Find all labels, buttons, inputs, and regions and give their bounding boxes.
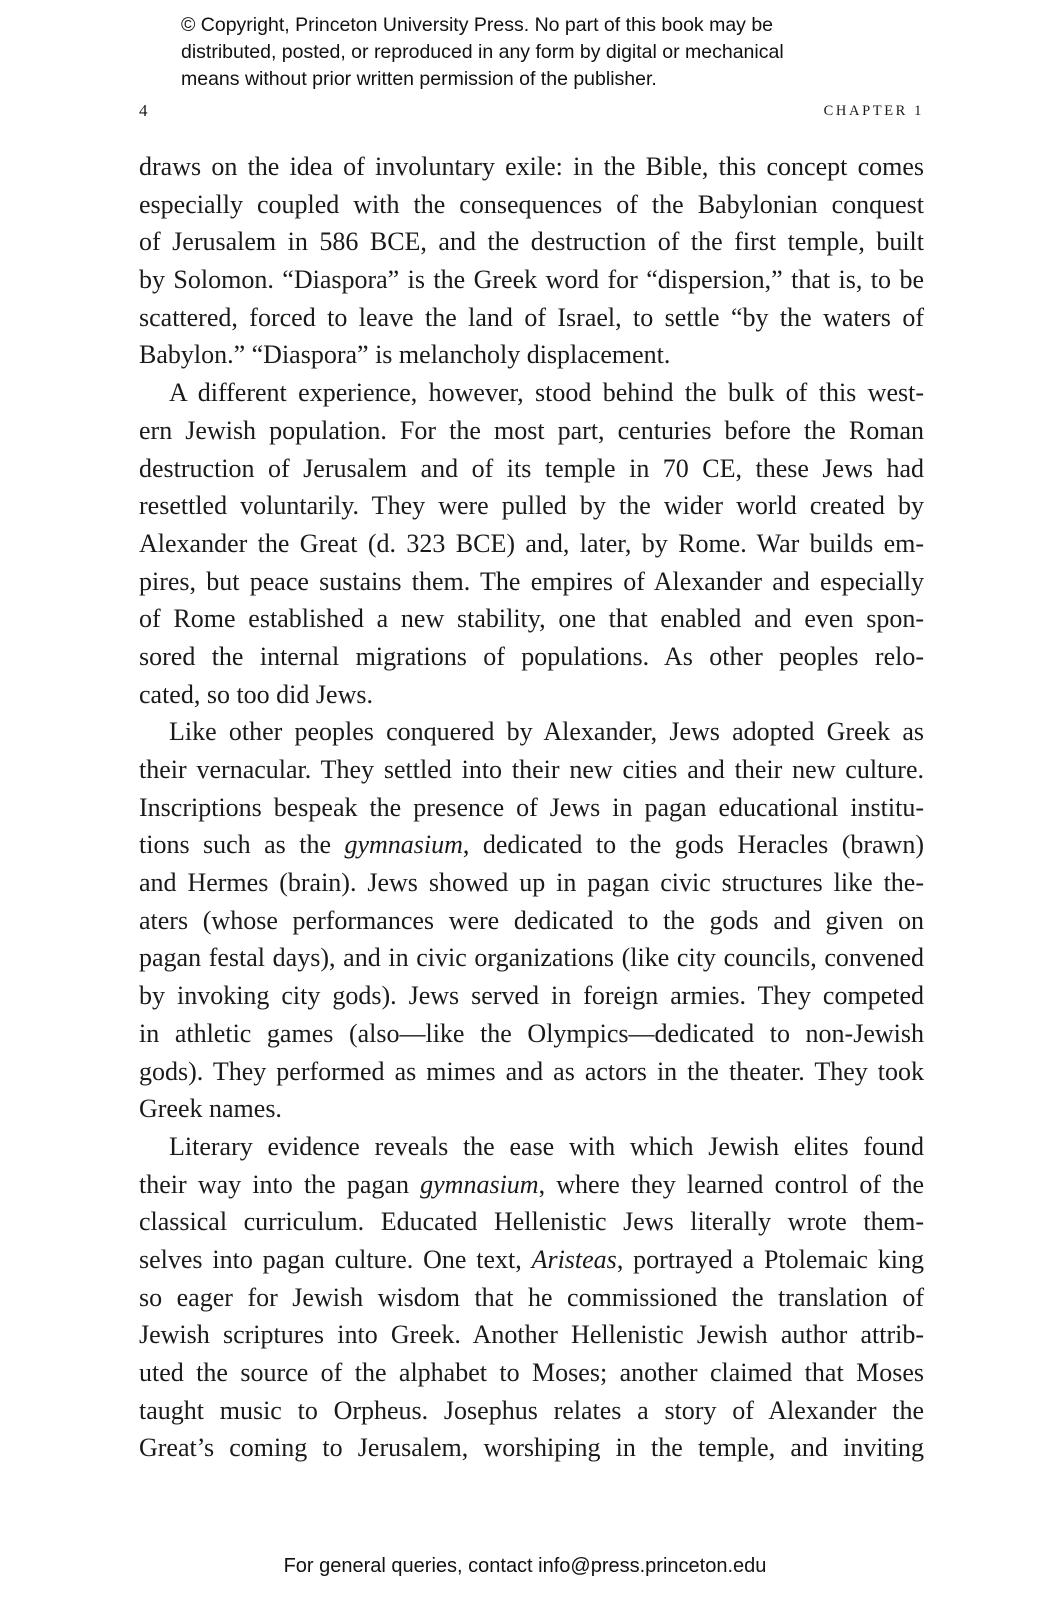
italic-term: gymnasium <box>344 830 463 860</box>
text-line: especially coupled with the consequences of the Babylonian conquest <box>139 189 924 219</box>
text-line: Great’s coming to Jerusalem, worshiping in the temple, and inviting <box>139 1433 924 1463</box>
text-line: classical curriculum. Educated Hellenistic Jews literally wrote them- <box>139 1207 924 1237</box>
text-line: Greek names. <box>139 1094 282 1124</box>
chapter-label: CHAPTER 1 <box>823 103 924 119</box>
italic-term: Aristeas <box>531 1244 617 1274</box>
text-line: draws on the idea of involuntary exile: in the Bible, this concept comes <box>139 152 924 181</box>
text-line: their vernacular. They settled into their new cities and their new culture. <box>139 755 924 784</box>
text-line: in athletic games (also—like the Olympics—dedicated to non-Jewish <box>139 1018 924 1048</box>
text-line: of Jerusalem in 586 BCE, and the destruction of the first temple, built <box>139 227 924 257</box>
text-line: Alexander the Great (d. 323 BCE) and, later, by Rome. War builds em- <box>139 528 924 558</box>
text-line: Babylon.” “Diaspora” is melancholy displacement. <box>139 340 671 370</box>
copyright-line: means without prior written permission of the publisher. <box>181 68 657 90</box>
text-line: Jewish scriptures into Greek. Another Hellenistic Jewish author attrib- <box>139 1320 924 1350</box>
text-line: aters (whose performances were dedicated to the gods and given on <box>139 905 924 935</box>
copyright-line: © Copyright, Princeton University Press. No part of this book may be <box>181 14 774 36</box>
text-line: by Solomon. “Diaspora” is the Greek word for “dispersion,” that is, to be <box>139 265 924 295</box>
copyright-line: distributed, posted, or reproduced in any form by digital or mechanical <box>181 41 784 63</box>
text-line: by invoking city gods). Jews served in foreign armies. They competed <box>139 981 924 1011</box>
text-line: and Hermes (brain). Jews showed up in pagan civic structures like the- <box>139 868 924 898</box>
text-line: Like other peoples conquered by Alexander, Jews adopted Greek as <box>169 717 924 747</box>
text-line: pagan festal days), and in civic organizations (like city councils, convened <box>139 943 924 973</box>
text-line: of Rome established a new stability, one that enabled and even spon- <box>139 604 924 634</box>
footer-contact: For general queries, contact info@press.princeton.edu <box>283 1555 767 1577</box>
page-number: 4 <box>139 101 148 120</box>
paragraph <box>139 1128 924 1467</box>
copyright-notice <box>181 12 901 93</box>
text-line: ern Jewish population. For the most part, centuries before the Roman <box>139 415 924 445</box>
text-line: their way into the pagan gymnasium, where they learned control of the <box>139 1169 924 1199</box>
text-line: sored the internal migrations of populations. As other peoples relo- <box>139 641 924 671</box>
text-line: taught music to Orpheus. Josephus relates a story of Alexander the <box>139 1395 924 1425</box>
text-line: resettled voluntarily. They were pulled by the wider world created by <box>139 491 924 521</box>
text-line: destruction of Jerusalem and of its temple in 70 CE, these Jews had <box>139 453 924 483</box>
text-line: pires, but peace sustains them. The empires of Alexander and especially <box>139 566 924 596</box>
body-text <box>139 148 924 1467</box>
text-line: cated, so too did Jews. <box>139 679 373 709</box>
text-line: tions such as the gymnasium, dedicated to the gods Heracles (brawn) <box>139 830 924 860</box>
text-line: Literary evidence reveals the ease with which Jewish elites found <box>169 1131 924 1161</box>
running-head <box>139 101 924 127</box>
text-line: A different experience, however, stood behind the bulk of this west- <box>169 378 924 408</box>
text-line: uted the source of the alphabet to Moses; another claimed that Moses <box>139 1358 924 1387</box>
text-line: scattered, forced to leave the land of Israel, to settle “by the waters of <box>139 302 924 332</box>
paragraph <box>139 148 924 374</box>
italic-term: gymnasium <box>420 1169 539 1199</box>
text-line: Inscriptions bespeak the presence of Jews in pagan educational institu- <box>139 792 924 822</box>
text-line: gods). They performed as mimes and as actors in the theater. They took <box>139 1056 924 1086</box>
paragraph <box>139 713 924 1128</box>
text-line: selves into pagan culture. One text, Aristeas, portrayed a Ptolemaic king <box>139 1244 925 1274</box>
paragraph <box>139 374 924 713</box>
text-line: so eager for Jewish wisdom that he commissioned the translation of <box>139 1282 924 1312</box>
